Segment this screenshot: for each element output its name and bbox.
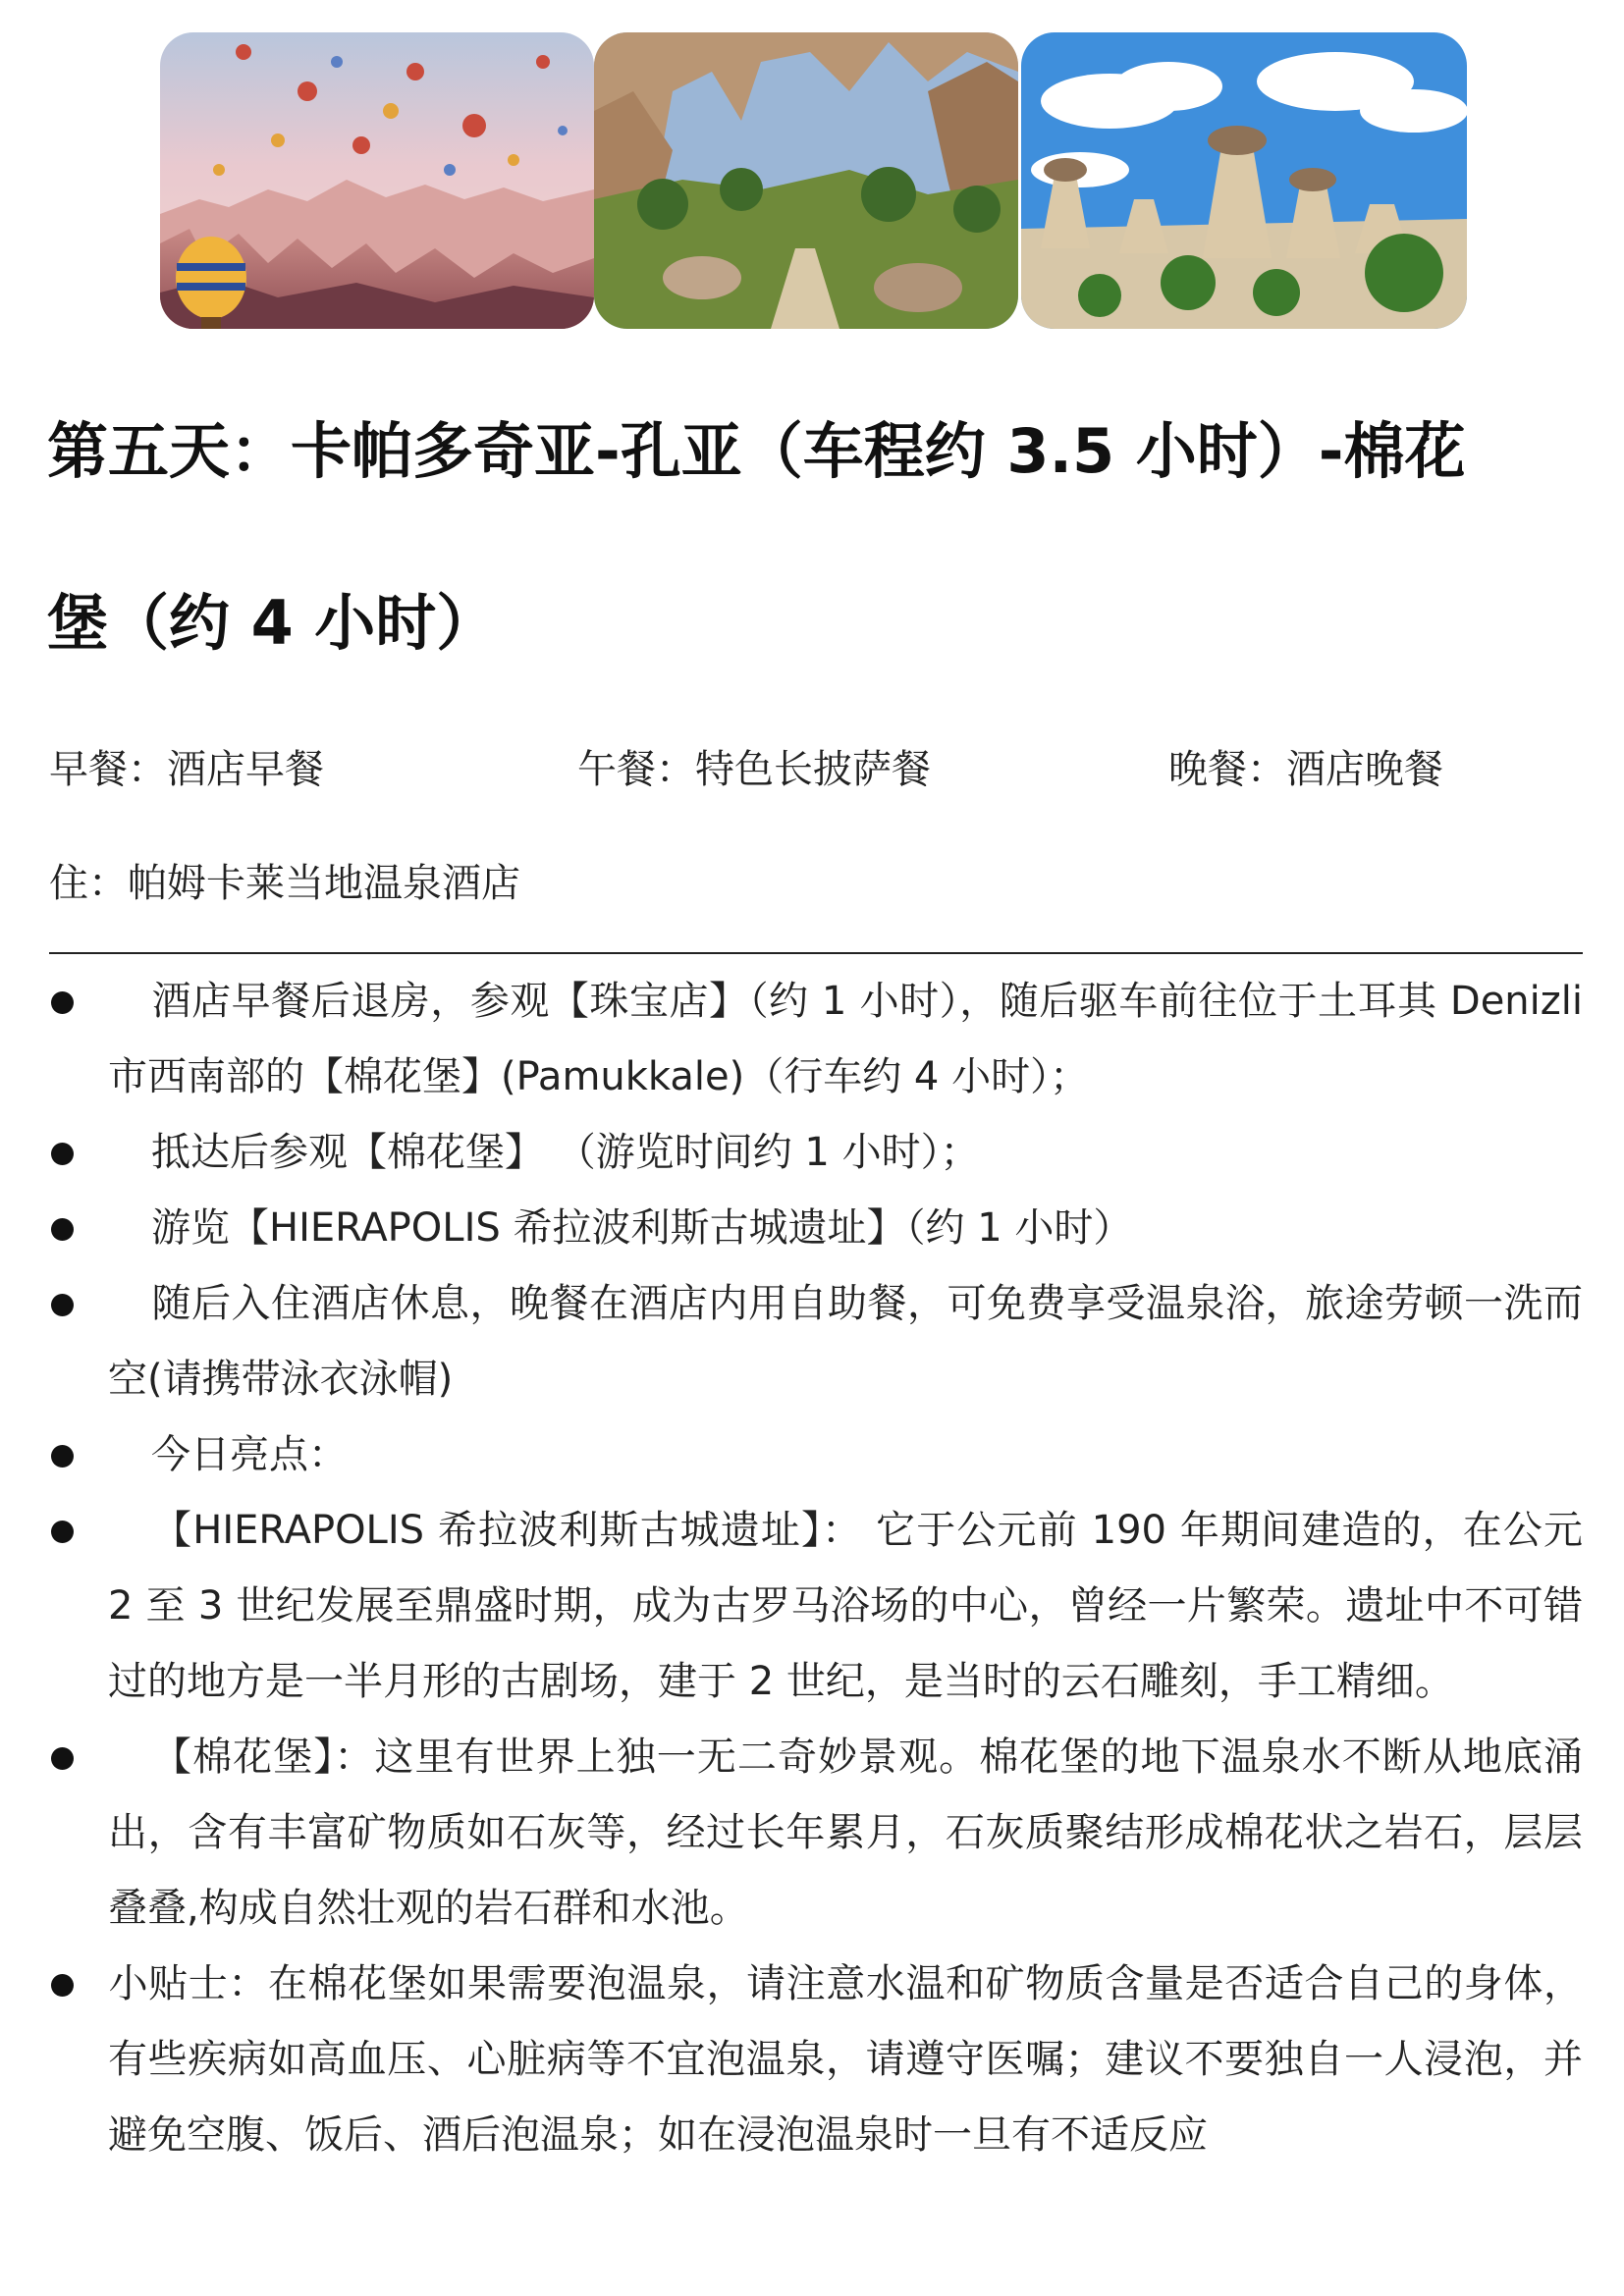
meal-breakfast: 早餐：酒店早餐 xyxy=(49,747,324,792)
list-item xyxy=(0,1115,1583,1191)
item-text: 游览【HIERAPOLIS 希拉波利斯古城遗址】（约 1 小时） xyxy=(151,1205,1133,1251)
item-text: 今日亮点： xyxy=(151,1432,348,1477)
bullet-icon xyxy=(51,1294,74,1316)
bullet-icon xyxy=(51,1974,74,1997)
item-text: 【HIERAPOLIS 希拉波利斯古城遗址】： 它于公元前 190 年期间建造的，在公元 2 至 3 世纪发展至鼎盛时期，成为古罗马浴场的中心，曾经一片繁荣。遗址中不可错过的地方是一半月形的古剧场，建于 2 世纪，是当时的云石雕刻，手工精细。 xyxy=(108,1508,1583,1704)
item-text: 酒店早餐后退房，参观【珠宝店】（约 1 小时），随后驱车前往位于土耳其 Denizli 市西南部的【棉花堡】(Pamukkale)（行车约 4 小时）； xyxy=(108,979,1583,1099)
item-text: 随后入住酒店休息，晚餐在酒店内用自助餐，可免费享受温泉浴，旅途劳顿一洗而空(请携带泳衣泳帽) xyxy=(108,1281,1583,1402)
photo-fairy-chimneys xyxy=(1021,32,1467,329)
bullet-icon xyxy=(51,1521,74,1543)
day-title-line-2: 堡（约 4 小时） xyxy=(47,587,498,659)
photo-hot-air-balloons xyxy=(160,32,594,329)
list-item xyxy=(0,1493,1583,1720)
itinerary-list xyxy=(0,964,1624,2173)
accommodation: 住：帕姆卡莱当地温泉酒店 xyxy=(49,861,520,906)
item-text: 【棉花堡】：这里有世界上独一无二奇妙景观。棉花堡的地下温泉水不断从地底涌出，含有丰富矿物质如石灰等，经过长年累月，石灰质聚结形成棉花状之岩石，层层叠叠,构成自然壮观的岩石群和水池。 xyxy=(108,1735,1583,1931)
photo-rock-valley xyxy=(594,32,1018,329)
bullet-icon xyxy=(51,1445,74,1468)
bullet-icon xyxy=(51,1143,74,1165)
divider xyxy=(49,952,1583,954)
meal-dinner: 晚餐：酒店晚餐 xyxy=(1168,747,1443,792)
list-item xyxy=(0,1266,1583,1417)
bullet-icon xyxy=(51,991,74,1014)
list-item xyxy=(0,1720,1583,1947)
bullet-icon xyxy=(51,1218,74,1241)
item-text: 抵达后参观【棉花堡】 （游览时间约 1 小时）； xyxy=(151,1130,980,1175)
meal-lunch: 午餐：特色长披萨餐 xyxy=(577,747,931,792)
bullet-icon xyxy=(51,1747,74,1770)
list-item xyxy=(0,1947,1583,2173)
item-text: 小贴士：在棉花堡如果需要泡温泉，请注意水温和矿物质含量是否适合自己的身体，有些疾病如高血压、心脏病等不宜泡温泉，请遵守医嘱；建议不要独自一人浸泡，并避免空腹、饭后、酒后泡温泉；如在浸泡温泉时一旦有不适反应 xyxy=(108,1961,1583,2158)
list-item xyxy=(0,964,1583,1115)
list-item xyxy=(0,1191,1583,1266)
list-item xyxy=(0,1417,1583,1493)
day-title-line-1: 第五天：卡帕多奇亚-孔亚（车程约 3.5 小时）-棉花 xyxy=(47,415,1466,487)
